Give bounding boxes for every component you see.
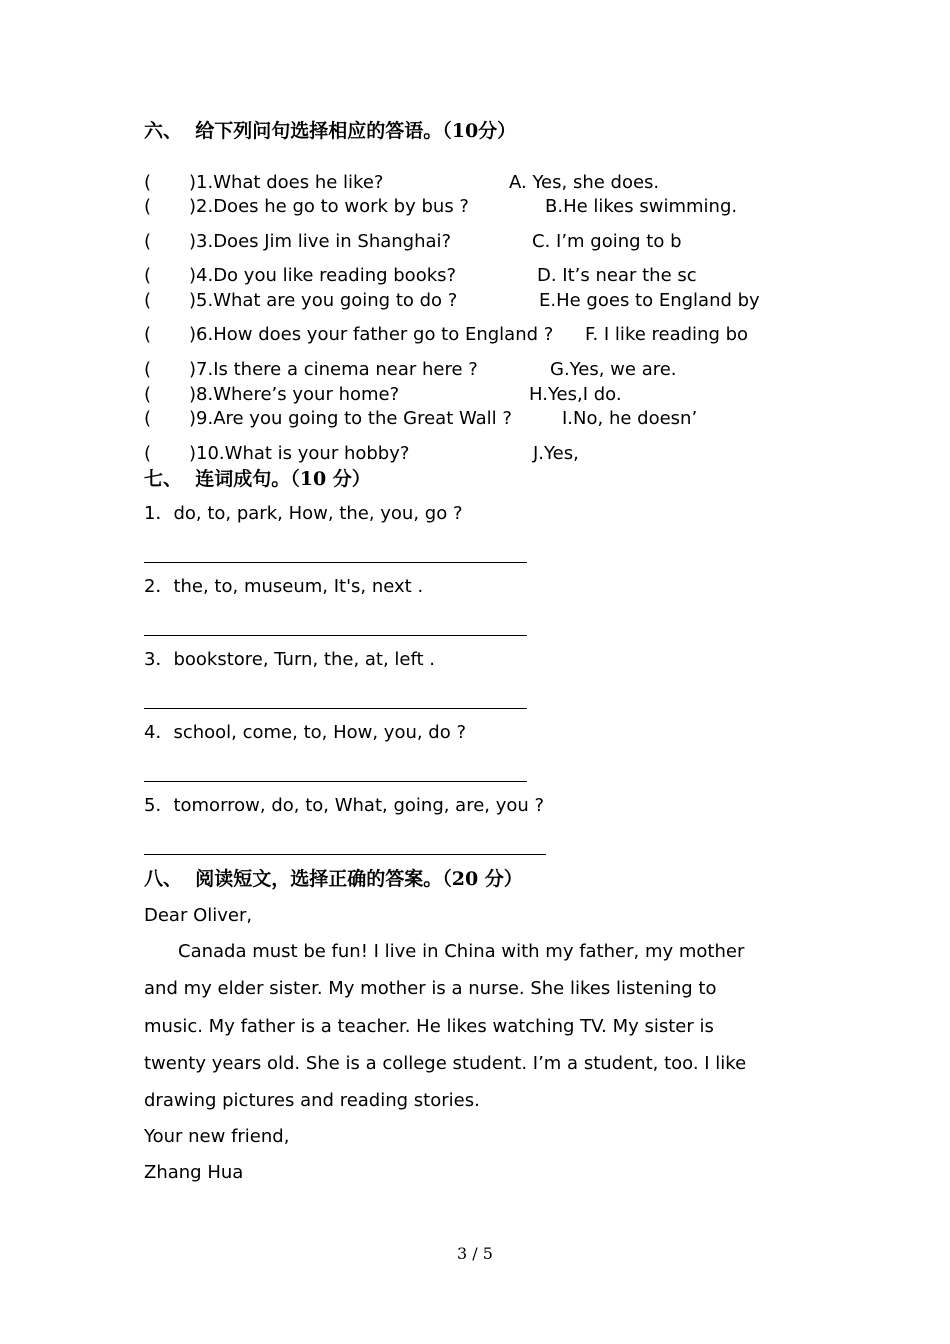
letter-greeting: Dear Oliver,: [144, 905, 253, 926]
word-order-question: 4．school, come, to, How, you, do ?: [144, 722, 467, 743]
word-order-question: 2．the, to, museum, It's, next .: [144, 576, 424, 597]
answer-line[interactable]: [144, 781, 527, 782]
section-8-heading: 八、 阅读短文，选择正确的答案。（20 分）: [144, 868, 523, 890]
answer-option: H.Yes,I do.: [529, 384, 622, 405]
section-6-heading: 六、 给下列问句选择相应的答语。（10分）: [144, 120, 517, 142]
answer-option: C. I’m going to b: [532, 231, 682, 252]
question-text: )5.What are you going to do ?: [189, 290, 458, 311]
answer-paren: (: [144, 265, 152, 286]
answer-paren: (: [144, 196, 152, 217]
question-text: )1.What does he like?: [189, 172, 384, 193]
answer-option: J.Yes,: [533, 443, 579, 464]
question-text: )3.Does Jim live in Shanghai?: [189, 231, 452, 252]
answer-paren: (: [144, 408, 152, 429]
page-number: 3 / 5: [457, 1244, 493, 1263]
letter-line: Canada must be fun! I live in China with my father, my mother: [178, 941, 745, 962]
answer-option: A. Yes, she does.: [509, 172, 660, 193]
answer-paren: (: [144, 324, 152, 345]
answer-option: D. It’s near the sc: [537, 265, 697, 286]
letter-closing: Your new friend,: [144, 1126, 290, 1147]
question-text: )6.How does your father go to England ?: [189, 324, 554, 345]
answer-option: F. I like reading bo: [585, 324, 749, 345]
answer-option: I.No, he doesn’: [562, 408, 698, 429]
answer-option: G.Yes, we are.: [550, 359, 677, 380]
question-text: )7.Is there a cinema near here ?: [189, 359, 478, 380]
answer-line[interactable]: [144, 708, 527, 709]
answer-paren: (: [144, 443, 152, 464]
answer-line[interactable]: [144, 635, 527, 636]
answer-paren: (: [144, 172, 152, 193]
word-order-question: 3．bookstore, Turn, the, at, left .: [144, 649, 436, 670]
word-order-question: 5．tomorrow, do, to, What, going, are, you ?: [144, 795, 545, 816]
question-text: )2.Does he go to work by bus ?: [189, 196, 469, 217]
letter-signature: Zhang Hua: [144, 1162, 244, 1183]
question-text: )4.Do you like reading books?: [189, 265, 457, 286]
letter-line: twenty years old. She is a college student. I’m a student, too. I like: [144, 1053, 747, 1074]
answer-option: B.He likes swimming.: [545, 196, 738, 217]
answer-line[interactable]: [144, 562, 527, 563]
question-text: )10.What is your hobby?: [189, 443, 410, 464]
answer-option: E.He goes to England by: [539, 290, 760, 311]
letter-line: drawing pictures and reading stories.: [144, 1090, 480, 1111]
answer-paren: (: [144, 231, 152, 252]
question-text: )8.Where’s your home?: [189, 384, 400, 405]
answer-paren: (: [144, 359, 152, 380]
answer-line[interactable]: [144, 854, 546, 855]
answer-paren: (: [144, 290, 152, 311]
section-7-heading: 七、 连词成句。（10 分）: [144, 468, 371, 490]
letter-line: and my elder sister. My mother is a nurse. She likes listening to: [144, 978, 717, 999]
answer-paren: (: [144, 384, 152, 405]
question-text: )9.Are you going to the Great Wall ?: [189, 408, 512, 429]
word-order-question: 1．do, to, park, How, the, you, go ?: [144, 503, 463, 524]
letter-line: music. My father is a teacher. He likes watching TV. My sister is: [144, 1016, 714, 1037]
